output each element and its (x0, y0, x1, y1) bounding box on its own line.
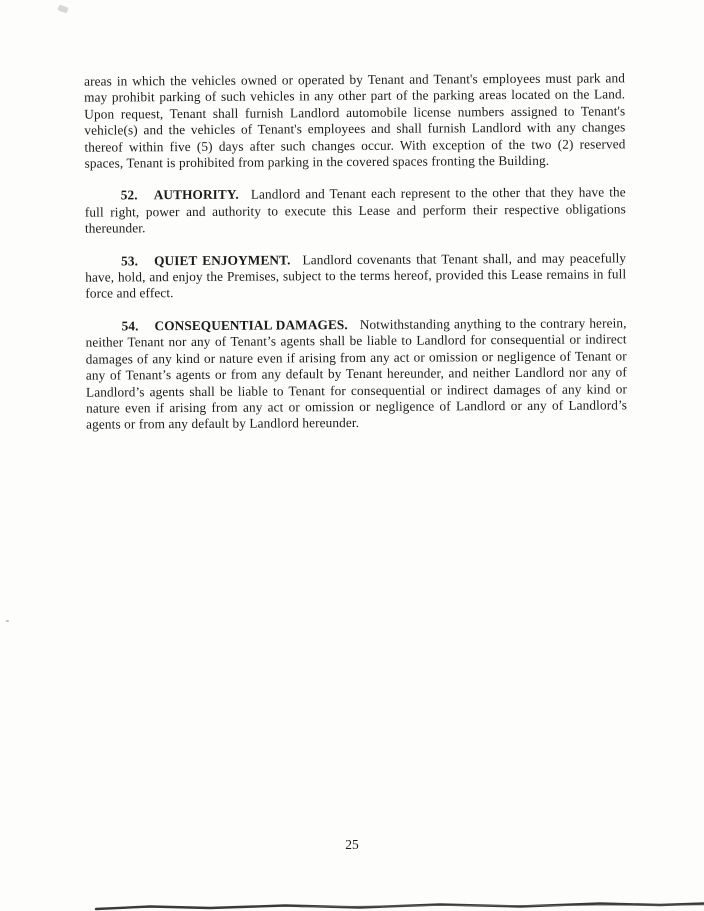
scan-speck (6, 620, 9, 622)
paragraph-52-authority (85, 185, 626, 238)
paragraph-53-quiet-enjoyment (85, 250, 626, 303)
paragraph-54-consequential-damages (86, 315, 628, 433)
paragraph-body: Landlord covenants that Tenant shall, and may peacefully have, hold, and enjoy the Premises, subject to the terms hereof, provided this Lease remains in full force and effect. (85, 250, 627, 302)
paragraph-heading: AUTHORITY. (153, 187, 239, 203)
scan-artifact-corner (57, 4, 68, 13)
paragraph-body: Landlord and Tenant each represent to the other that they have the full right, power and authority to execute this Lease and perform their respective obligations thereunder. (84, 184, 626, 236)
paragraph-number: 53. (121, 252, 139, 269)
paragraph-heading: CONSEQUENTIAL DAMAGES. (154, 316, 348, 334)
paragraph-number: 54. (121, 318, 139, 334)
paragraph-continuation (84, 70, 626, 172)
scan-edge-artifact (0, 897, 704, 911)
paragraph-body: areas in which the vehicles owned or operated by Tenant and Tenant's employees must park and may prohibit parking of such vehicles in any other part of the parking areas located on the Land. Upon request, Tenant shall furnish Landlord automobile license numbers assigned to Tenant's vehicle(s) and the vehicles of Tenant's employees and shall furnish Landlord with any changes thereof within five (5) days after such changes occur. With exception of the two (2) reserved spaces, Tenant is prohibited from parking in the covered spaces fronting the Building. (84, 70, 626, 171)
paragraph-body: Notwithstanding anything to the contrary herein, neither Tenant nor any of Tenant’s agents shall be liable to Landlord for consequential or indirect damages of any kind or nature even if arising from any act or omission or negligence of Tenant or any of Tenant’s agents or from any default by Tenant hereunder, and neither Landlord nor any of Landlord’s agents shall be liable to Tenant for consequential or indirect damages of any kind or nature even if arising from any act or omission or negligence of Landlord or any of Landlord’s agents or from any default by Landlord hereunder. (85, 315, 628, 432)
page-number: 25 (345, 837, 359, 852)
paragraph-heading: QUIET ENJOYMENT. (154, 252, 291, 268)
page-content (84, 70, 627, 449)
paragraph-number: 52. (120, 187, 138, 203)
